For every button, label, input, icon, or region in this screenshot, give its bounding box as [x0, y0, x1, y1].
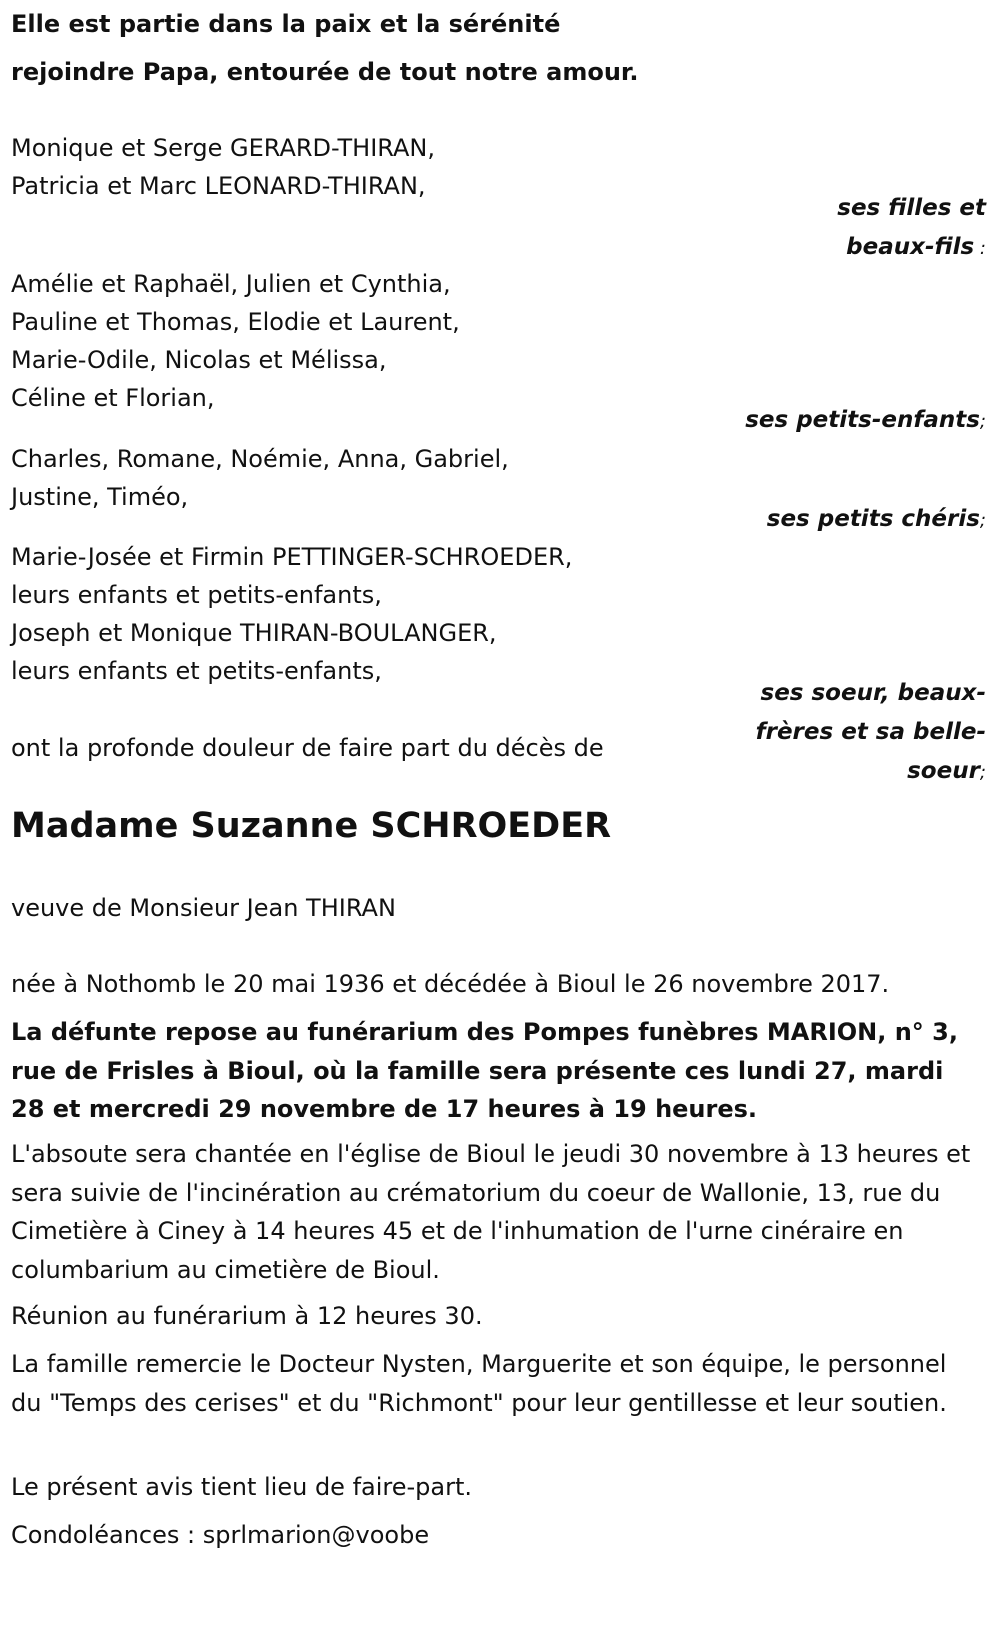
- relation-label-line: beaux-fils: [846, 234, 975, 260]
- daughters-relation-label: [837, 189, 986, 268]
- daughter-name: Monique et Serge GERARD-THIRAN,: [11, 134, 435, 162]
- birth-death-line: née à Nothomb le 20 mai 1936 et décédée à Bioul le 26 novembre 2017.: [11, 970, 890, 998]
- relation-label-line: ses soeur, beaux-: [760, 680, 986, 706]
- notice-paragraph: Le présent avis tient lieu de faire-part.: [11, 1473, 473, 1501]
- grandchild-names: Céline et Florian,: [11, 384, 215, 412]
- funeral-home-paragraph: La défunte repose au funérarium des Pompes funèbres MARION, n° 3, rue de Frisles à Bioul, où la famille sera présente ces lundi 27, mardi 28 et mercredi 29 novembre de 17 heures à 19 heures.: [11, 1018, 958, 1123]
- deceased-name: Madame Suzanne SCHROEDER: [11, 806, 612, 846]
- service-paragraph: L'absoute sera chantée en l'église de Bioul le jeudi 30 novembre à 13 heures et sera suivie de l'incinération au crématorium du coeur de Wallonie, 13, rue du Cimetière à Ciney à 14 heures 45 et de l'inhumation de l'urne cinéraire en columbarium au cimetière de Bioul.: [11, 1140, 971, 1284]
- relation-label-punct: ;: [979, 510, 986, 531]
- grandchild-names: Marie-Odile, Nicolas et Mélissa,: [11, 346, 387, 374]
- sibling-names: leurs enfants et petits-enfants,: [11, 581, 382, 609]
- relation-label-line: ses petits-enfants: [745, 407, 980, 433]
- great-grandchild-names: Justine, Timéo,: [11, 483, 189, 511]
- intro-line-2: rejoindre Papa, entourée de tout notre amour.: [11, 58, 639, 86]
- daughter-name: Patricia et Marc LEONARD-THIRAN,: [11, 172, 426, 200]
- sibling-names: Marie-Josée et Firmin PETTINGER-SCHROEDER,: [11, 543, 573, 571]
- grandchild-names: Pauline et Thomas, Elodie et Laurent,: [11, 308, 460, 336]
- announcement-line: ont la profonde douleur de faire part du décès de: [11, 734, 604, 762]
- condolences-line: Condoléances : sprlmarion@voobe: [11, 1521, 430, 1549]
- relation-label-line: frères et sa belle-: [755, 719, 986, 745]
- grandchild-names: Amélie et Raphaël, Julien et Cynthia,: [11, 270, 451, 298]
- great-grandchild-names: Charles, Romane, Noémie, Anna, Gabriel,: [11, 445, 509, 473]
- sibling-names: Joseph et Monique THIRAN-BOULANGER,: [11, 619, 497, 647]
- siblings-relation-label: [756, 674, 986, 792]
- widow-of-line: veuve de Monsieur Jean THIRAN: [11, 894, 396, 922]
- meeting-paragraph: Réunion au funérarium à 12 heures 30.: [11, 1302, 483, 1330]
- relation-label-line: ses filles et: [837, 195, 986, 221]
- relation-label-punct: ;: [979, 411, 986, 432]
- relation-label-punct: ;: [979, 762, 986, 783]
- grandchildren-relation-label: [745, 401, 986, 441]
- sibling-names: leurs enfants et petits-enfants,: [11, 657, 382, 685]
- relation-label-line: soeur: [907, 758, 980, 784]
- relation-label-line: ses petits chéris: [766, 506, 980, 532]
- thanks-paragraph: La famille remercie le Docteur Nysten, Marguerite et son équipe, le personnel du "Temps des cerises" et du "Richmont" pour leur gentillesse et leur soutien.: [11, 1350, 947, 1417]
- great-grandchildren-relation-label: [767, 500, 986, 540]
- relation-label-punct: :: [974, 238, 986, 259]
- intro-line-1: Elle est partie dans la paix et la sérénité: [11, 10, 561, 38]
